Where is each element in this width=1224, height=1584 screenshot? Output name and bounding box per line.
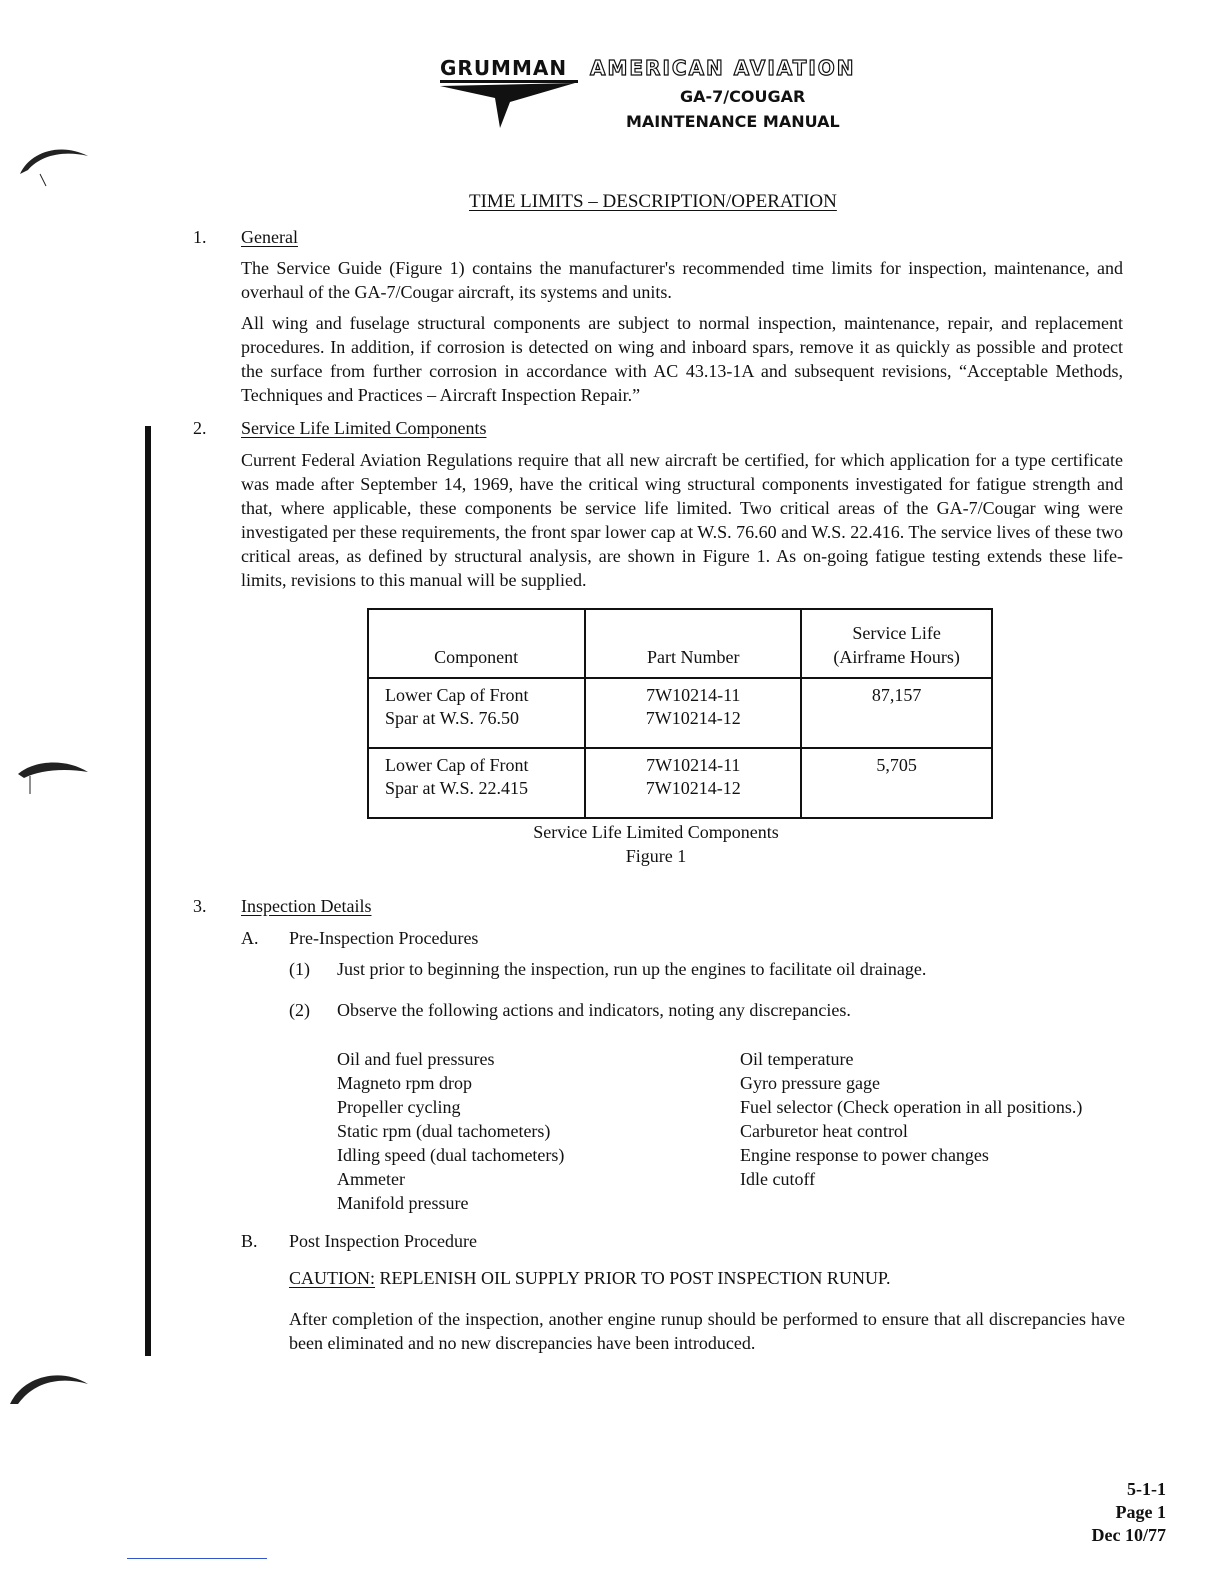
checks-right-list: [740, 1047, 1082, 1191]
section-heading-service-life: Service Life Limited Components: [241, 418, 487, 438]
cell-line: Lower Cap of Front: [385, 755, 529, 775]
binder-hole-mark-icon: [0, 1364, 100, 1414]
header-manual-title: MAINTENANCE MANUAL: [626, 112, 840, 131]
list-item: Engine response to power changes: [740, 1145, 989, 1165]
list-item: Gyro pressure gage: [740, 1073, 880, 1093]
cell-line: 7W10214-11: [646, 755, 741, 775]
step-2-text: Observe the following actions and indicators, noting any discrepancies.: [337, 1000, 851, 1020]
table-header-service-life-l1: Service Life: [852, 623, 941, 643]
list-item: Ammeter: [337, 1169, 405, 1189]
page-footer: [1092, 1478, 1166, 1547]
list-item: Carburetor heat control: [740, 1121, 908, 1141]
general-paragraph-1: The Service Guide (Figure 1) contains the manufacturer's recommended time limits for inspection, maintenance, and overhaul of the GA-7/Cougar aircraft, its systems and units.: [241, 258, 1123, 302]
table-cell-service-life: 5,705: [801, 748, 992, 818]
list-item: Idle cutoff: [740, 1169, 816, 1189]
list-item: Manifold pressure: [337, 1193, 469, 1213]
bottom-rule: [127, 1558, 267, 1559]
list-item: Propeller cycling: [337, 1097, 461, 1117]
table-cell-service-life: 87,157: [801, 678, 992, 748]
service-life-table: [367, 608, 993, 819]
subsection-heading-pre-inspection: Pre-Inspection Procedures: [289, 928, 479, 948]
footer-section-number: 5-1-1: [1127, 1479, 1166, 1499]
cell-line: Spar at W.S. 22.415: [385, 778, 529, 798]
table-header-part-number: Part Number: [585, 609, 801, 678]
list-item: Idling speed (dual tachometers): [337, 1145, 565, 1165]
table-header-service-life-l2: (Airframe Hours): [833, 647, 960, 667]
footer-date: Dec 10/77: [1091, 1525, 1166, 1545]
cell-line: Lower Cap of Front: [385, 685, 529, 705]
figure-label: Figure 1: [625, 846, 687, 866]
binder-hole-mark-icon: [0, 140, 100, 190]
caution-text: REPLENISH OIL SUPPLY PRIOR TO POST INSPECTION RUNUP.: [375, 1268, 891, 1288]
table-header-row: [368, 609, 992, 678]
footer-page-number: Page 1: [1115, 1502, 1166, 1522]
table-header-service-life: [801, 609, 992, 678]
table-cell-component: [368, 748, 585, 818]
cell-line: 7W10214-12: [645, 778, 741, 798]
caution-label: CAUTION:: [289, 1268, 375, 1288]
step-number: (2): [289, 1000, 310, 1020]
table-row: [368, 748, 992, 818]
binder-hole-mark-icon: [0, 756, 100, 806]
table-header-component: Component: [368, 609, 585, 678]
service-life-paragraph: Current Federal Aviation Regulations require that all new aircraft be certified, for which application for a type certificate was made after September 14, 1969, have the critical wing structural components investigated for fatigue strength and that, where applicable, these components be service life limited. Two critical areas of the GA-7/Cougar wing were investigated per these requirements, the front spar lower cap at W.S. 76.60 and W.S. 22.416. The service lives of these two critical areas, as defined by structural analysis, are shown in Figure 1. As on-going fatigue testing extends these life-limits, revisions to this manual will be supplied.: [241, 450, 1123, 590]
list-item: Fuel selector (Check operation in all positions.): [740, 1097, 1083, 1117]
list-item: Magneto rpm drop: [337, 1073, 472, 1093]
checks-left-list: [337, 1047, 564, 1215]
logo-grumman: GRUMMAN: [440, 56, 568, 80]
table-cell-component: [368, 678, 585, 748]
list-item: Oil temperature: [740, 1049, 854, 1069]
table-cell-part-number: [585, 748, 801, 818]
cell-line: Spar at W.S. 76.50: [385, 708, 520, 728]
subsection-heading-post-inspection: Post Inspection Procedure: [289, 1231, 477, 1251]
section-heading-inspection: Inspection Details: [241, 896, 372, 916]
step-1-text: Just prior to beginning the inspection, run up the engines to facilitate oil drainage.: [337, 959, 927, 979]
subsection-letter: B.: [241, 1231, 258, 1251]
table-cell-part-number: [585, 678, 801, 748]
list-item: Oil and fuel pressures: [337, 1049, 495, 1069]
section-number: 2.: [193, 418, 207, 438]
section-number: 1.: [193, 227, 207, 247]
cell-line: 7W10214-11: [646, 685, 741, 705]
list-item: Static rpm (dual tachometers): [337, 1121, 551, 1141]
section-number: 3.: [193, 896, 207, 916]
table-row: [368, 678, 992, 748]
figure-caption: Service Life Limited Components: [533, 822, 779, 842]
header-model: GA-7/COUGAR: [680, 87, 806, 106]
revision-bar: [145, 426, 151, 1356]
logo-mark-icon: [440, 80, 580, 130]
page-title: TIME LIMITS – DESCRIPTION/OPERATION: [469, 191, 837, 212]
logo-american-aviation: AMERICAN AVIATION: [590, 56, 856, 80]
general-paragraph-2: All wing and fuselage structural components are subject to normal inspection, maintenance, repair, and replacement procedures. In addition, if corrosion is detected on wing and inboard spars, remove it as quickly as possible and protect the surface from further corrosion in accordance with AC 43.13-1A and subsequent revisions, “Acceptable Methods, Techniques and Practices – Aircraft Inspection Repair.”: [241, 313, 1123, 405]
subsection-letter: A.: [241, 928, 259, 948]
cell-line: 7W10214-12: [645, 708, 741, 728]
post-inspection-paragraph: After completion of the inspection, another engine runup should be performed to ensure that all discrepancies have been eliminated and no new discrepancies have been introduced.: [289, 1309, 1125, 1353]
caution-note: [289, 1268, 890, 1289]
step-number: (1): [289, 959, 310, 979]
section-heading-general: General: [241, 227, 298, 247]
